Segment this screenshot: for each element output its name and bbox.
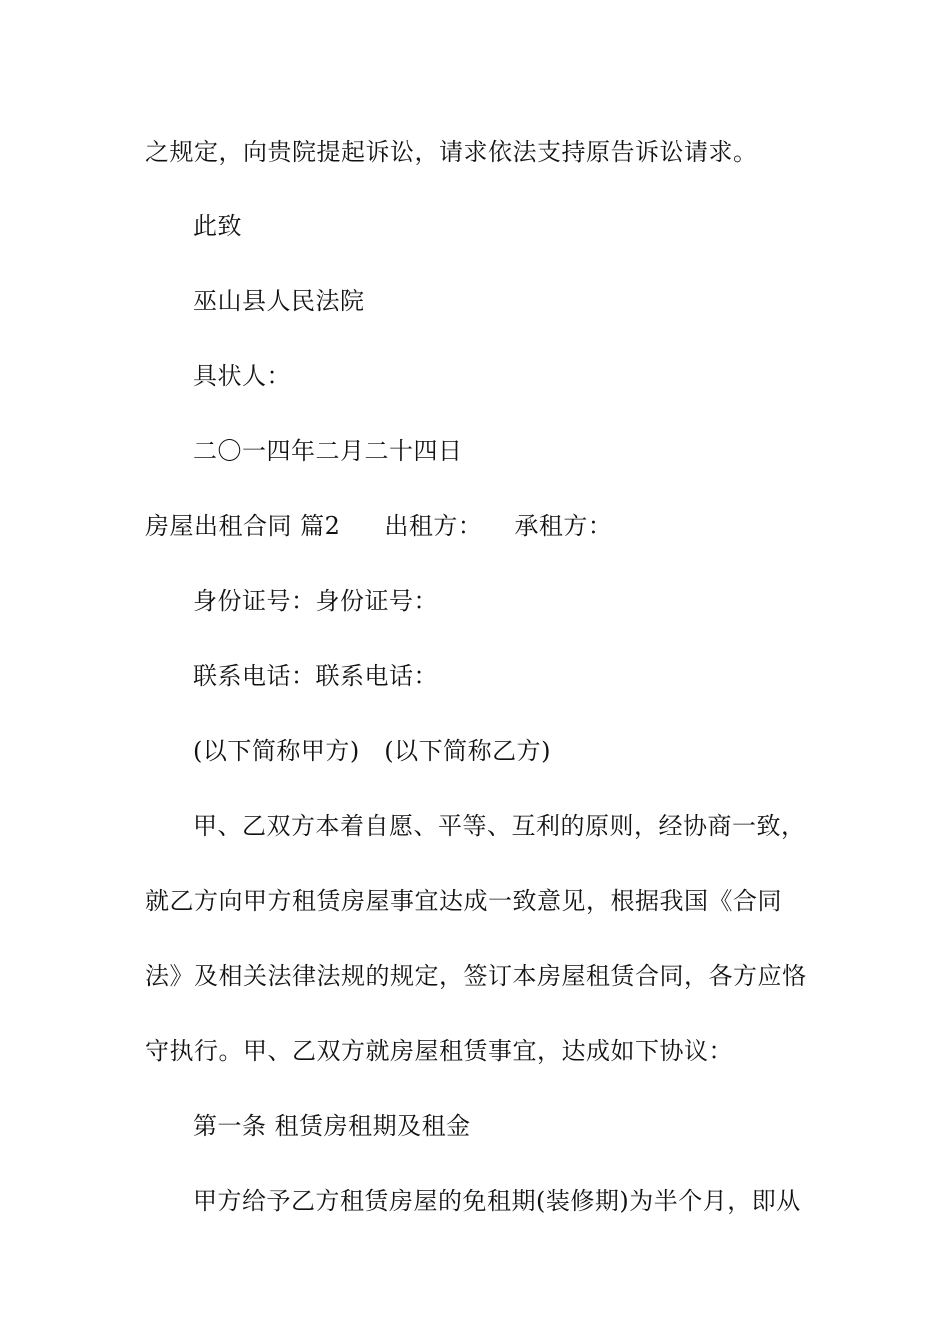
paragraph-line: 甲方给予乙方租赁房屋的免租期(装修期)为半个月，即从: [193, 1187, 801, 1215]
paragraph-line: 就乙方向甲方租赁房屋事宜达成一致意见，根据我国《合同: [145, 887, 782, 915]
date-line: 二〇一四年二月二十四日: [193, 437, 463, 465]
party-abbreviation-line: (以下简称甲方) (以下简称乙方): [193, 737, 551, 765]
lessor-label: 出租方：: [384, 512, 483, 540]
article-heading: 第一条 租赁房租期及租金: [193, 1112, 471, 1140]
court-name-line: 巫山县人民法院: [193, 287, 365, 315]
paragraph-line: 法》及相关法律法规的规定，签订本房屋租赁合同，各方应恪: [145, 962, 807, 990]
signatory-line: 具状人：: [193, 362, 291, 390]
id-number-line: 身份证号：身份证号：: [193, 587, 438, 615]
paragraph-line: 守执行。甲、乙双方就房屋租赁事宜，达成如下协议：: [145, 1037, 733, 1065]
salutation-line: 此致: [193, 212, 242, 240]
contract-part-label: 篇2: [300, 512, 341, 540]
lessee-label: 承租方：: [514, 512, 613, 540]
paragraph-line: 甲、乙双方本着自愿、平等、互利的原则，经协商一致，: [193, 812, 806, 840]
contract-heading-line: [145, 510, 612, 542]
phone-line: 联系电话：联系电话：: [193, 662, 438, 690]
contract-title: 房屋出租合同: [145, 512, 292, 540]
paragraph-line: 之规定，向贵院提起诉讼，请求依法支持原告诉讼请求。: [145, 138, 758, 166]
